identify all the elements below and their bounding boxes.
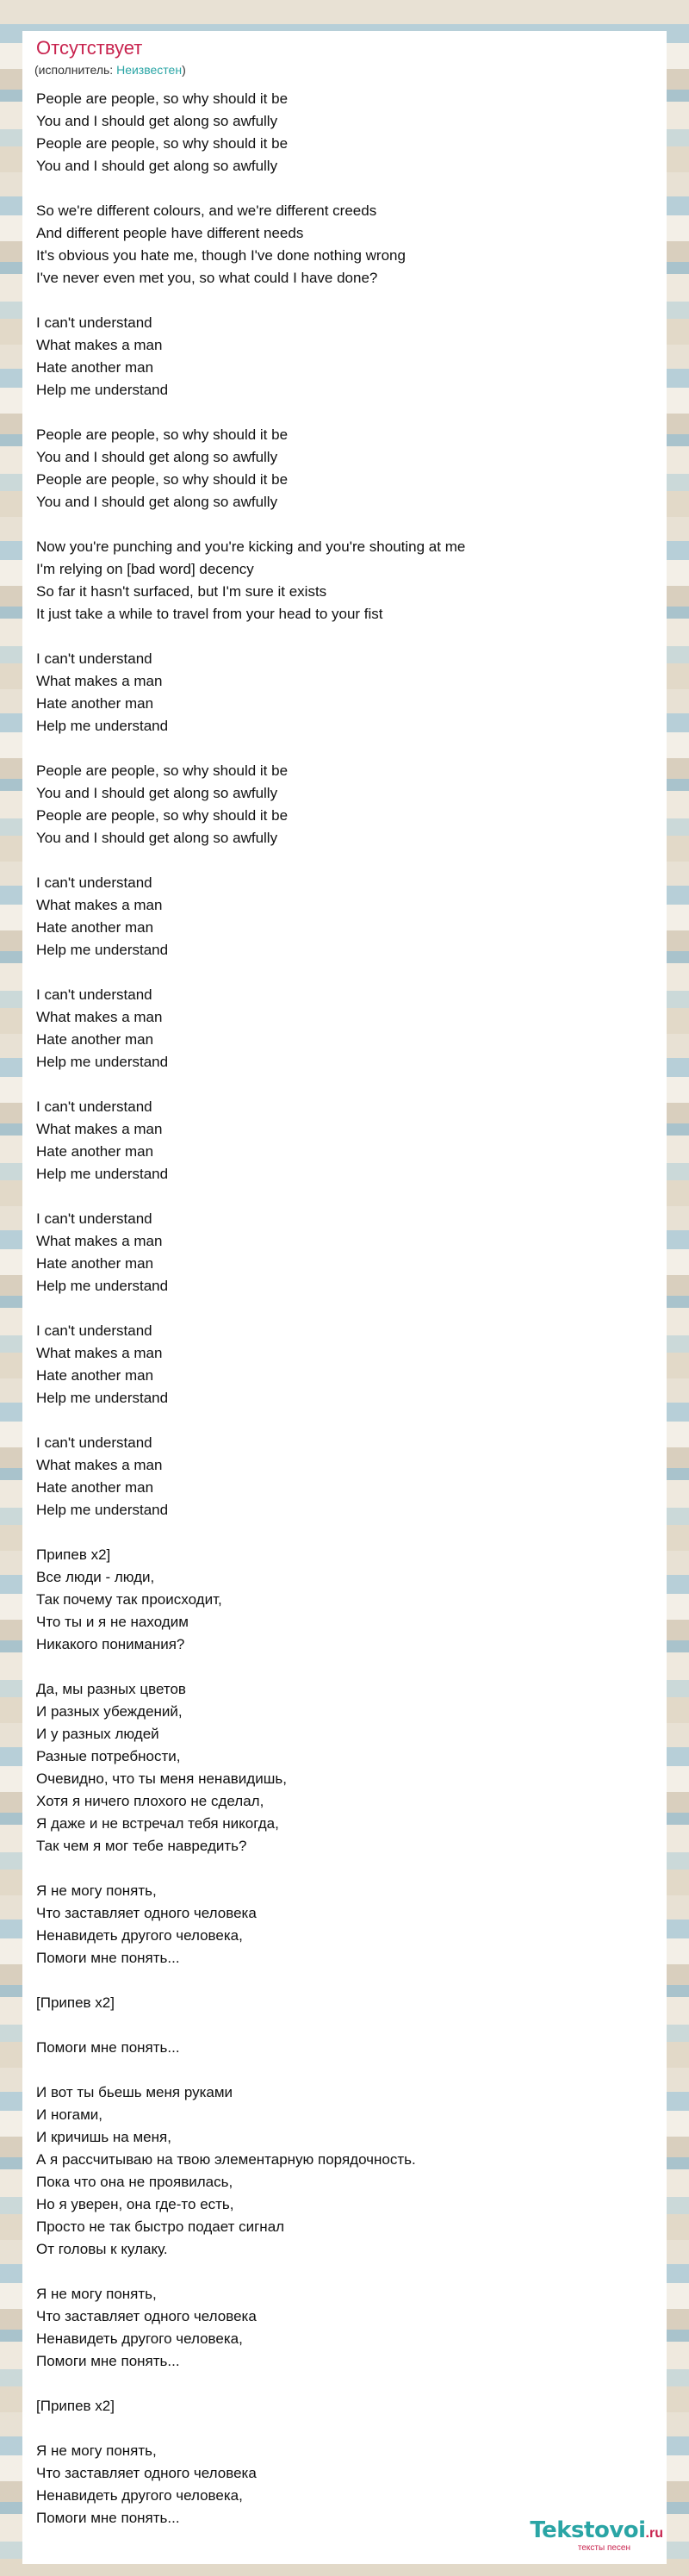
lyrics-stanza bbox=[36, 2395, 639, 2417]
logo-tld: .ru bbox=[645, 2526, 663, 2541]
lyrics-line: I can't understand bbox=[36, 314, 152, 331]
lyrics-line: Help me understand bbox=[36, 1502, 169, 1518]
lyrics-line: Я даже и не встречал тебя никогда, bbox=[36, 1815, 279, 1832]
lyrics-line: От головы к кулаку. bbox=[36, 2241, 168, 2257]
artist-prefix: (исполнитель: bbox=[34, 63, 117, 77]
logo-main: Tekstovoi bbox=[530, 2517, 646, 2543]
lyrics-line: Я не могу понять, bbox=[36, 1882, 157, 1899]
lyrics-line: И вот ты бьешь меня руками bbox=[36, 2084, 233, 2100]
lyrics-line: People are people, so why should it be bbox=[36, 426, 289, 443]
lyrics-line: I can't understand bbox=[36, 1322, 152, 1339]
lyrics-line: Help me understand bbox=[36, 382, 169, 398]
lyrics-line: Помоги мне понять... bbox=[36, 2510, 180, 2526]
lyrics-stanza bbox=[36, 424, 639, 513]
artist-suffix: ) bbox=[182, 63, 186, 77]
lyrics-line: You and I should get along so awfully bbox=[36, 830, 278, 846]
logo-subtitle: тексты песен bbox=[577, 2543, 630, 2553]
lyrics-line: Hate another man bbox=[36, 1255, 154, 1272]
lyrics-stanza bbox=[36, 1432, 639, 1521]
lyrics-line: Я не могу понять, bbox=[36, 2286, 157, 2302]
lyrics-line: What makes a man bbox=[36, 673, 163, 689]
lyrics-line: What makes a man bbox=[36, 1121, 163, 1137]
lyrics-line: I can't understand bbox=[36, 986, 152, 1003]
lyrics-line: Просто не так быстро подает сигнал bbox=[36, 2218, 285, 2235]
lyrics-line: А я рассчитываю на твою элементарную порядочность. bbox=[36, 2151, 416, 2168]
lyrics-line: Я не могу понять, bbox=[36, 2442, 157, 2459]
lyrics-stanza bbox=[36, 1208, 639, 1297]
lyrics-stanza bbox=[36, 760, 639, 849]
lyrics-line: Hate another man bbox=[36, 695, 154, 712]
lyrics-line: Что ты и я не находим bbox=[36, 1614, 189, 1630]
lyrics-line: Но я уверен, она где-то есть, bbox=[36, 2196, 234, 2212]
lyrics-stanza bbox=[36, 2081, 639, 2261]
site-logo[interactable] bbox=[530, 2517, 663, 2554]
lyrics-stanza bbox=[36, 2440, 639, 2529]
lyrics-line: И разных убеждений, bbox=[36, 1703, 183, 1720]
lyrics-stanza bbox=[36, 984, 639, 1073]
lyrics-line: Hate another man bbox=[36, 1031, 154, 1048]
lyrics-line: Так чем я мог тебе навредить? bbox=[36, 1838, 247, 1854]
lyrics-line: Хотя я ничего плохого не сделал, bbox=[36, 1793, 264, 1809]
lyrics-line: Ненавидеть другого человека, bbox=[36, 2487, 243, 2504]
lyrics-stanza bbox=[36, 88, 639, 177]
lyrics-line: Что заставляет одного человека bbox=[36, 2465, 257, 2481]
lyrics-line: Hate another man bbox=[36, 359, 154, 376]
lyrics-line: Ненавидеть другого человека, bbox=[36, 2330, 243, 2347]
lyrics-line: И кричишь на меня, bbox=[36, 2129, 171, 2145]
lyrics-line: Пока что она не проявилась, bbox=[36, 2174, 233, 2190]
lyrics-line: You and I should get along so awfully bbox=[36, 113, 278, 129]
lyrics-line: People are people, so why should it be bbox=[36, 90, 289, 107]
lyrics-line: [Припев x2] bbox=[36, 2398, 115, 2414]
logo-text bbox=[530, 2517, 663, 2543]
lyrics-line: It's obvious you hate me, though I've done nothing wrong bbox=[36, 247, 406, 264]
lyrics-line: What makes a man bbox=[36, 1345, 163, 1361]
lyrics-line: And different people have different needs bbox=[36, 225, 304, 241]
lyrics-line: What makes a man bbox=[36, 897, 163, 913]
lyrics-line: И у разных людей bbox=[36, 1726, 159, 1742]
song-title: Отсутствует bbox=[36, 37, 143, 59]
lyrics-line: I can't understand bbox=[36, 1098, 152, 1115]
lyrics-line: Что заставляет одного человека bbox=[36, 1905, 257, 1921]
lyrics-line: Все люди - люди, bbox=[36, 1569, 155, 1585]
lyrics-line: I can't understand bbox=[36, 874, 152, 891]
lyrics-body bbox=[36, 88, 639, 2552]
lyrics-line: I can't understand bbox=[36, 1434, 152, 1451]
lyrics-stanza bbox=[36, 1544, 639, 1656]
lyrics-line: Припев x2] bbox=[36, 1546, 111, 1563]
lyrics-line: Ненавидеть другого человека, bbox=[36, 1927, 243, 1944]
lyrics-stanza bbox=[36, 1678, 639, 1857]
lyrics-line: Help me understand bbox=[36, 1166, 169, 1182]
lyrics-line: I can't understand bbox=[36, 1210, 152, 1227]
lyrics-line: Да, мы разных цветов bbox=[36, 1681, 186, 1697]
lyrics-stanza bbox=[36, 872, 639, 961]
lyrics-line: People are people, so why should it be bbox=[36, 135, 289, 152]
lyrics-line: What makes a man bbox=[36, 1457, 163, 1473]
lyrics-line: You and I should get along so awfully bbox=[36, 785, 278, 801]
lyrics-line: So far it hasn't surfaced, but I'm sure it exists bbox=[36, 583, 327, 600]
lyrics-stanza bbox=[36, 1320, 639, 1409]
lyrics-line: И ногами, bbox=[36, 2106, 102, 2123]
lyrics-line: I've never even met you, so what could I have done? bbox=[36, 270, 378, 286]
lyrics-stanza bbox=[36, 1096, 639, 1185]
lyrics-line: Help me understand bbox=[36, 1054, 169, 1070]
lyrics-line: So we're different colours, and we're different creeds bbox=[36, 202, 377, 219]
lyrics-line: Так почему так происходит, bbox=[36, 1591, 222, 1608]
lyrics-stanza bbox=[36, 312, 639, 401]
lyrics-line: I can't understand bbox=[36, 650, 152, 667]
lyrics-line: Помоги мне понять... bbox=[36, 2353, 180, 2369]
lyrics-line: Помоги мне понять... bbox=[36, 1950, 180, 1966]
lyrics-line: I'm relying on [bad word] decency bbox=[36, 561, 254, 577]
lyrics-stanza bbox=[36, 648, 639, 737]
lyrics-line: Разные потребности, bbox=[36, 1748, 181, 1764]
lyrics-line: What makes a man bbox=[36, 337, 163, 353]
lyrics-line: Hate another man bbox=[36, 919, 154, 936]
lyrics-line: You and I should get along so awfully bbox=[36, 449, 278, 465]
lyrics-line: Now you're punching and you're kicking and you're shouting at me bbox=[36, 538, 466, 555]
lyrics-line: Help me understand bbox=[36, 718, 169, 734]
lyrics-stanza bbox=[36, 1992, 639, 2014]
lyrics-line: Help me understand bbox=[36, 942, 169, 958]
lyrics-line: [Припев x2] bbox=[36, 1994, 115, 2011]
lyrics-line: People are people, so why should it be bbox=[36, 807, 289, 824]
lyrics-line: You and I should get along so awfully bbox=[36, 494, 278, 510]
lyrics-line: People are people, so why should it be bbox=[36, 471, 289, 488]
artist-link[interactable]: Неизвестен bbox=[116, 63, 183, 77]
lyrics-line: Hate another man bbox=[36, 1143, 154, 1160]
lyrics-line: Что заставляет одного человека bbox=[36, 2308, 257, 2324]
lyrics-line: Hate another man bbox=[36, 1367, 154, 1384]
lyrics-stanza bbox=[36, 2283, 639, 2373]
lyrics-line: You and I should get along so awfully bbox=[36, 158, 278, 174]
lyrics-line: Help me understand bbox=[36, 1390, 169, 1406]
artist-line bbox=[34, 62, 186, 78]
lyrics-line: Никакого понимания? bbox=[36, 1636, 185, 1652]
lyrics-stanza bbox=[36, 200, 639, 289]
lyrics-line: What makes a man bbox=[36, 1233, 163, 1249]
lyrics-line: Help me understand bbox=[36, 1278, 169, 1294]
lyrics-stanza bbox=[36, 2037, 639, 2059]
lyrics-line: What makes a man bbox=[36, 1009, 163, 1025]
lyrics-line: It just take a while to travel from your head to your fist bbox=[36, 606, 383, 622]
lyrics-line: Помоги мне понять... bbox=[36, 2039, 180, 2056]
lyrics-stanza bbox=[36, 1880, 639, 1969]
lyrics-line: People are people, so why should it be bbox=[36, 762, 289, 779]
lyrics-line: Hate another man bbox=[36, 1479, 154, 1496]
lyrics-line: Очевидно, что ты меня ненавидишь, bbox=[36, 1770, 287, 1787]
lyrics-stanza bbox=[36, 536, 639, 625]
